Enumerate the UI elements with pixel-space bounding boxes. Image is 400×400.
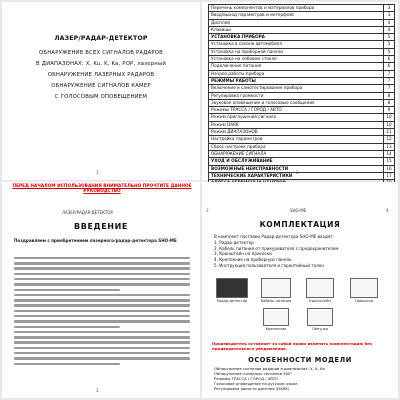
page-2-toc [202, 2, 398, 180]
table-of-contents [208, 4, 395, 187]
toc-entry-text: ВОЗМОЖНЫЕ НЕИСПРАВНОСТИ [211, 165, 289, 171]
toc-entry-text: Установка в салоне автомобиля [211, 41, 282, 47]
toc-entry-text: Клавиши [211, 26, 231, 32]
item-caption: Радар-детектор [216, 299, 248, 303]
features-list [214, 366, 390, 391]
velcro-image [307, 308, 333, 326]
warning-note: Производитель оставляет за собой право изменять комплектацию без предварительного уведомления. [212, 341, 373, 351]
toc-entry-page: 5 [383, 41, 395, 47]
section-title-2: ОСОБЕННОСТИ МОДЕЛИ [248, 356, 352, 364]
toc-entry-text: Установка на лобовом стекле [211, 56, 277, 62]
toc-entry-text: Подключение питания [211, 63, 262, 69]
toc-row [209, 107, 395, 114]
toc-entry-page: 4 [383, 20, 395, 26]
cover-text [12, 36, 190, 105]
toc-row [209, 49, 395, 56]
toc-entry-text: Установка на приборной панели [211, 48, 283, 54]
cover-line: ОБНАРУЖЕНИЕ ЛАЗЕРНЫХ РАДАРОВ [47, 72, 155, 78]
toc-entry-text: Включение и самотестирование прибора [211, 85, 303, 91]
toc-row [209, 100, 395, 107]
item-figure [300, 278, 340, 303]
text-line [14, 273, 190, 275]
toc-row [209, 41, 395, 48]
toc-row [209, 129, 395, 136]
toc-entry-text: Режим DARK [211, 121, 239, 127]
toc-entry-text: Ввод/выход параметров и интерфейс [211, 12, 295, 18]
text-line [14, 262, 190, 264]
toc-entry-page: 13 [383, 144, 395, 150]
toc-entry-page: 5 [383, 34, 395, 40]
text-line [14, 326, 120, 328]
cover-line: С ГОЛОСОВЫМ ОПОВЕЩЕНИЕМ [54, 94, 148, 100]
list-item: Голосовое оповещение на русском языке [214, 381, 298, 386]
item-caption: Присоски [355, 299, 373, 303]
text-line [14, 310, 190, 312]
item-caption: Кронштейн [309, 299, 331, 303]
toc-entry-text: Начало работы прибора [211, 70, 265, 76]
toc-entry-page: 10 [383, 122, 395, 128]
body-text-block [14, 254, 190, 368]
text-line [14, 267, 190, 269]
text-line [14, 357, 190, 359]
toc-row [209, 85, 395, 92]
toc-entry-page: 7 [383, 85, 395, 91]
text-line [14, 347, 190, 349]
text-line [14, 257, 190, 259]
text-line [14, 352, 190, 354]
page-4-package [202, 182, 398, 398]
toc-entry-page: 12 [383, 136, 395, 142]
toc-entry-page: 3 [383, 12, 395, 18]
toc-entry-text: УХОД И ОБСЛУЖИВАНИЕ [211, 158, 273, 164]
toc-entry-page: 3 [383, 5, 395, 11]
list-item: 2. Кабель питания от прикуривателя с предохранителем [214, 245, 339, 251]
toc-entry-page: 11 [383, 129, 395, 135]
power-cable-image [261, 278, 291, 298]
toc-row [209, 158, 395, 165]
package-list [214, 234, 390, 269]
warning-note: ПЕРЕД НАЧАЛОМ ИСПОЛЬЗОВАНИЯ ВНИМАТЕЛЬНО ПРОЧТИТЕ ДАННОЕ РУКОВОДСТВО [12, 184, 192, 194]
toc-entry-page: 14 [383, 151, 395, 157]
toc-row [209, 34, 395, 41]
page-1-cover [2, 2, 200, 180]
toc-entry-page: 4 [383, 27, 395, 33]
item-figure [256, 278, 296, 303]
item-caption: Крепление [265, 327, 287, 331]
page-number: 1 [96, 170, 99, 175]
toc-entry-text: Настройка параметров [211, 136, 263, 142]
list-item: 1. Радар-детектор [214, 239, 254, 245]
text-line [14, 299, 190, 301]
section-title: КОМПЛЕКТАЦИЯ [259, 220, 341, 229]
page-number: 3 [96, 388, 99, 393]
toc-row [209, 144, 395, 151]
toc-entry-text: Режим приглушения сигнала [211, 114, 277, 120]
text-line [14, 289, 120, 291]
toc-row [209, 71, 395, 78]
toc-row [209, 5, 395, 12]
intro-text: Поздравляем с приобретением лазерного/радар-детектора SHO-ME [14, 238, 177, 243]
item-figure [256, 308, 296, 331]
suction-cups-image [350, 278, 378, 298]
page-number-right: 4 [386, 208, 389, 213]
page-number: 2 [296, 170, 299, 175]
mount-image [263, 308, 289, 326]
item-figure [300, 308, 340, 331]
toc-entry-text: Перечень компонентов и материалов прибора [211, 5, 315, 10]
toc-entry-page: 15 [383, 158, 395, 164]
toc-entry-page: 8 [383, 93, 395, 99]
list-item: Режимы ТРАССА / ГОРОД / АВТО [214, 376, 279, 381]
list-item: 4. Крепление на приборную панель [214, 257, 292, 263]
list-item: 5. Инструкция пользователя и гарантийный талон [214, 262, 325, 268]
cover-title: ЛАЗЕР/РАДАР-ДЕТЕКТОР [54, 35, 148, 42]
text-line [14, 304, 190, 306]
text-line [14, 331, 190, 333]
toc-entry-page: 7 [383, 71, 395, 77]
toc-entry-page: 6 [383, 56, 395, 62]
list-item: Обнаружение лазерных сигналов 360° [214, 371, 293, 376]
item-figure [344, 278, 384, 303]
small-header: ЛАЗЕР/РАДАР-ДЕТЕКТОР [62, 210, 113, 215]
item-caption: Кабель питания [260, 299, 292, 303]
cover-line: ОБНАРУЖЕНИЕ ВСЕХ СИГНАЛОВ РАДАРОВ [39, 50, 163, 56]
section-title: ВВЕДЕНИЕ [74, 222, 128, 231]
list-item: Регулировка яркости дисплея (DARK) [214, 386, 290, 391]
toc-row [209, 122, 395, 129]
text-line [14, 320, 190, 322]
toc-row [209, 20, 395, 27]
toc-row [209, 151, 395, 158]
toc-row [209, 12, 395, 19]
item-figure [212, 278, 252, 303]
toc-entry-text: Сброс настроек прибора [211, 143, 266, 149]
cover-line: ОБНАРУЖЕНИЕ СИГНАЛОВ КАМЕР [51, 83, 151, 89]
toc-entry-page: 6 [383, 63, 395, 69]
list-item: В комплект поставки Радар-детектора SHO-ME входят: [214, 234, 335, 239]
toc-row [209, 166, 395, 173]
toc-row [209, 27, 395, 34]
page-3-intro [2, 182, 200, 398]
list-item: Обнаружение сигналов радаров в диапазонах: X, K, Ka [214, 366, 325, 371]
toc-entry-text: ОБНАРУЖЕНИЕ СИГНАЛА [211, 150, 267, 156]
toc-row [209, 93, 395, 100]
toc-row [209, 173, 395, 180]
toc-entry-page: 17 [383, 173, 395, 179]
text-line [14, 294, 190, 296]
text-line [14, 341, 190, 343]
toc-entry-page: 5 [383, 49, 395, 55]
cover-line: В ДИАПАЗОНАХ: X, Ku, K, Ka, POP, лазерный [36, 61, 166, 67]
page-number-left: 3 [206, 208, 209, 213]
toc-row [209, 136, 395, 143]
toc-entry-text: УСТАНОВКА ПРИБОРА [211, 34, 265, 40]
text-line [14, 315, 190, 317]
toc-entry-text: Режимы ТРАССА / ГОРОД / АВТО [211, 107, 282, 113]
toc-row [209, 63, 395, 70]
text-line [14, 278, 190, 280]
radar-detector-image [216, 278, 248, 298]
toc-row [209, 114, 395, 121]
toc-entry-page: 10 [383, 114, 395, 120]
toc-entry-page: 8 [383, 100, 395, 106]
toc-entry-page: 7 [383, 78, 395, 84]
toc-entry-text: ТЕХНИЧЕСКИЕ ХАРАКТЕРИСТИКИ [211, 172, 293, 178]
text-line [14, 336, 190, 338]
toc-entry-text: Дисплей [211, 19, 231, 25]
toc-entry-text: Звуковое оповещение и голосовые сообщения [211, 99, 315, 105]
list-item: 3. Кронштейн на присоски [214, 251, 272, 257]
toc-entry-page: 16 [383, 166, 395, 172]
toc-entry-text: Регулировка громкости [211, 92, 264, 98]
item-caption: Липучка [311, 327, 328, 331]
toc-entry-text: РЕЖИМЫ РАБОТЫ [211, 77, 256, 83]
toc-row [209, 78, 395, 85]
text-line [14, 283, 190, 285]
toc-entry-text: Режим ДИАПАЗОНОВ [211, 129, 258, 135]
bracket-image [306, 278, 334, 298]
text-line [14, 363, 120, 365]
toc-row [209, 56, 395, 63]
toc-entry-page: 9 [383, 107, 395, 113]
page-header: SHO-ME [290, 208, 307, 213]
